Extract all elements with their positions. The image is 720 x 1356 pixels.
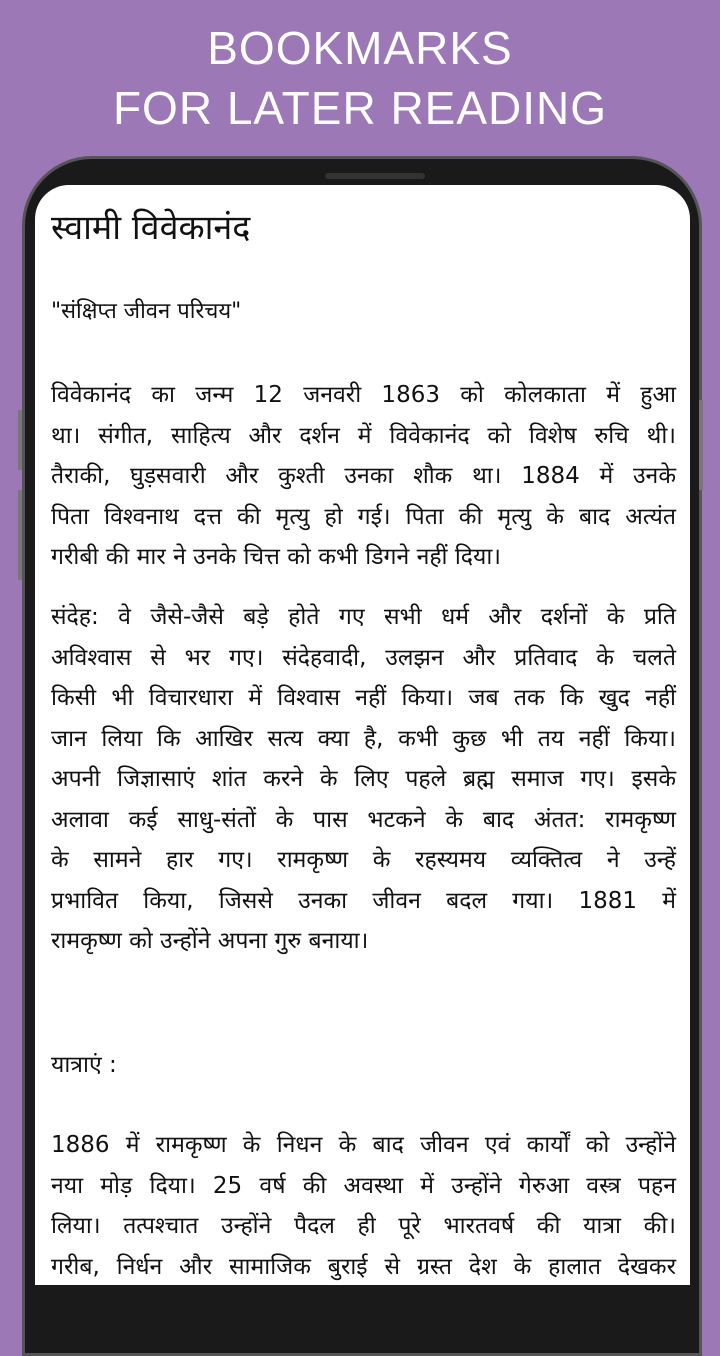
text-line: अविश्वास से भर गए। संदेहवादी, उलझन और प्रतिवाद के चलते (51, 644, 676, 671)
text-line: अलावा कई साधु-संतों के पास भटकने के बाद अंतत: रामकृष्ण (51, 806, 676, 833)
text-line: किसी भी विचारधारा में विश्वास नहीं किया। जब तक कि खुद नहीं (51, 685, 676, 711)
text-line: जान लिया कि आखिर सत्य क्या है, कभी कुछ भी तय नहीं किया। (51, 725, 676, 752)
phone-side-button (18, 410, 22, 470)
reader-screen[interactable] (35, 185, 690, 1285)
article-subtitle: "संक्षिप्त जीवन परिचय" (51, 299, 242, 324)
paragraph-travels (51, 1125, 676, 1285)
phone-side-button (18, 490, 22, 580)
text-line: अपनी जिज्ञासाएं शांत करने के लिए पहले ब्रह्म समाज गए। इसके (51, 766, 676, 792)
text-line: गरीब, निर्धन और सामाजिक बुराई से ग्रस्त देश के हालात देखकर (51, 1253, 676, 1280)
paragraph-birth (51, 375, 676, 578)
text-line: था। संगीत, साहित्य और दर्शन में विवेकानंद को विशेष रुचि थी। (51, 422, 676, 449)
text-line: प्रभावित किया, जिससे उनका जीवन बदल गया। 1881 में (51, 887, 676, 914)
text-line: गरीबी की मार ने उनके चित्त को कभी डिगने नहीं दिया। (51, 544, 502, 570)
section-heading-travels: यात्राएं : (51, 1052, 117, 1078)
text-line: 1886 में रामकृष्ण के निधन के बाद जीवन एवं कार्यों को उन्होंने (51, 1132, 676, 1158)
text-line: रामकृष्ण को उन्होंने अपना गुरु बनाया। (51, 928, 369, 954)
text-line: संदेह: वे जैसे-जैसे बड़े होते गए सभी धर्म और दर्शनों के प्रति (51, 604, 676, 630)
phone-side-button (699, 400, 703, 490)
text-line: तैराकी, घुड़सवारी और कुश्ती उनका शौक था। 1884 में उनके (51, 463, 676, 489)
phone-speaker (325, 173, 425, 179)
text-line: के सामने हार गए। रामकृष्ण के रहस्यमय व्यक्तित्व ने उन्हें (51, 847, 676, 873)
headline-line-1: BOOKMARKS (207, 22, 513, 74)
headline-line-2: FOR LATER READING (112, 82, 608, 134)
promo-headline (0, 18, 720, 138)
paragraph-doubt (51, 597, 676, 962)
article-title: स्वामी विवेकानंद (51, 208, 251, 248)
text-line: पिता विश्वनाथ दत्त की मृत्यु हो गई। पिता की मृत्यु के बाद अत्यंत (51, 503, 676, 530)
text-line: नया मोड़ दिया। 25 वर्ष की अवस्था में उन्होंने गेरुआ वस्त्र पहन (51, 1172, 676, 1199)
text-line: लिया। तत्पश्चात उन्होंने पैदल ही पूरे भारतवर्ष की यात्रा की। (51, 1213, 676, 1239)
text-line: विवेकानंद का जन्म 12 जनवरी 1863 को कोलकाता में हुआ (51, 382, 676, 408)
